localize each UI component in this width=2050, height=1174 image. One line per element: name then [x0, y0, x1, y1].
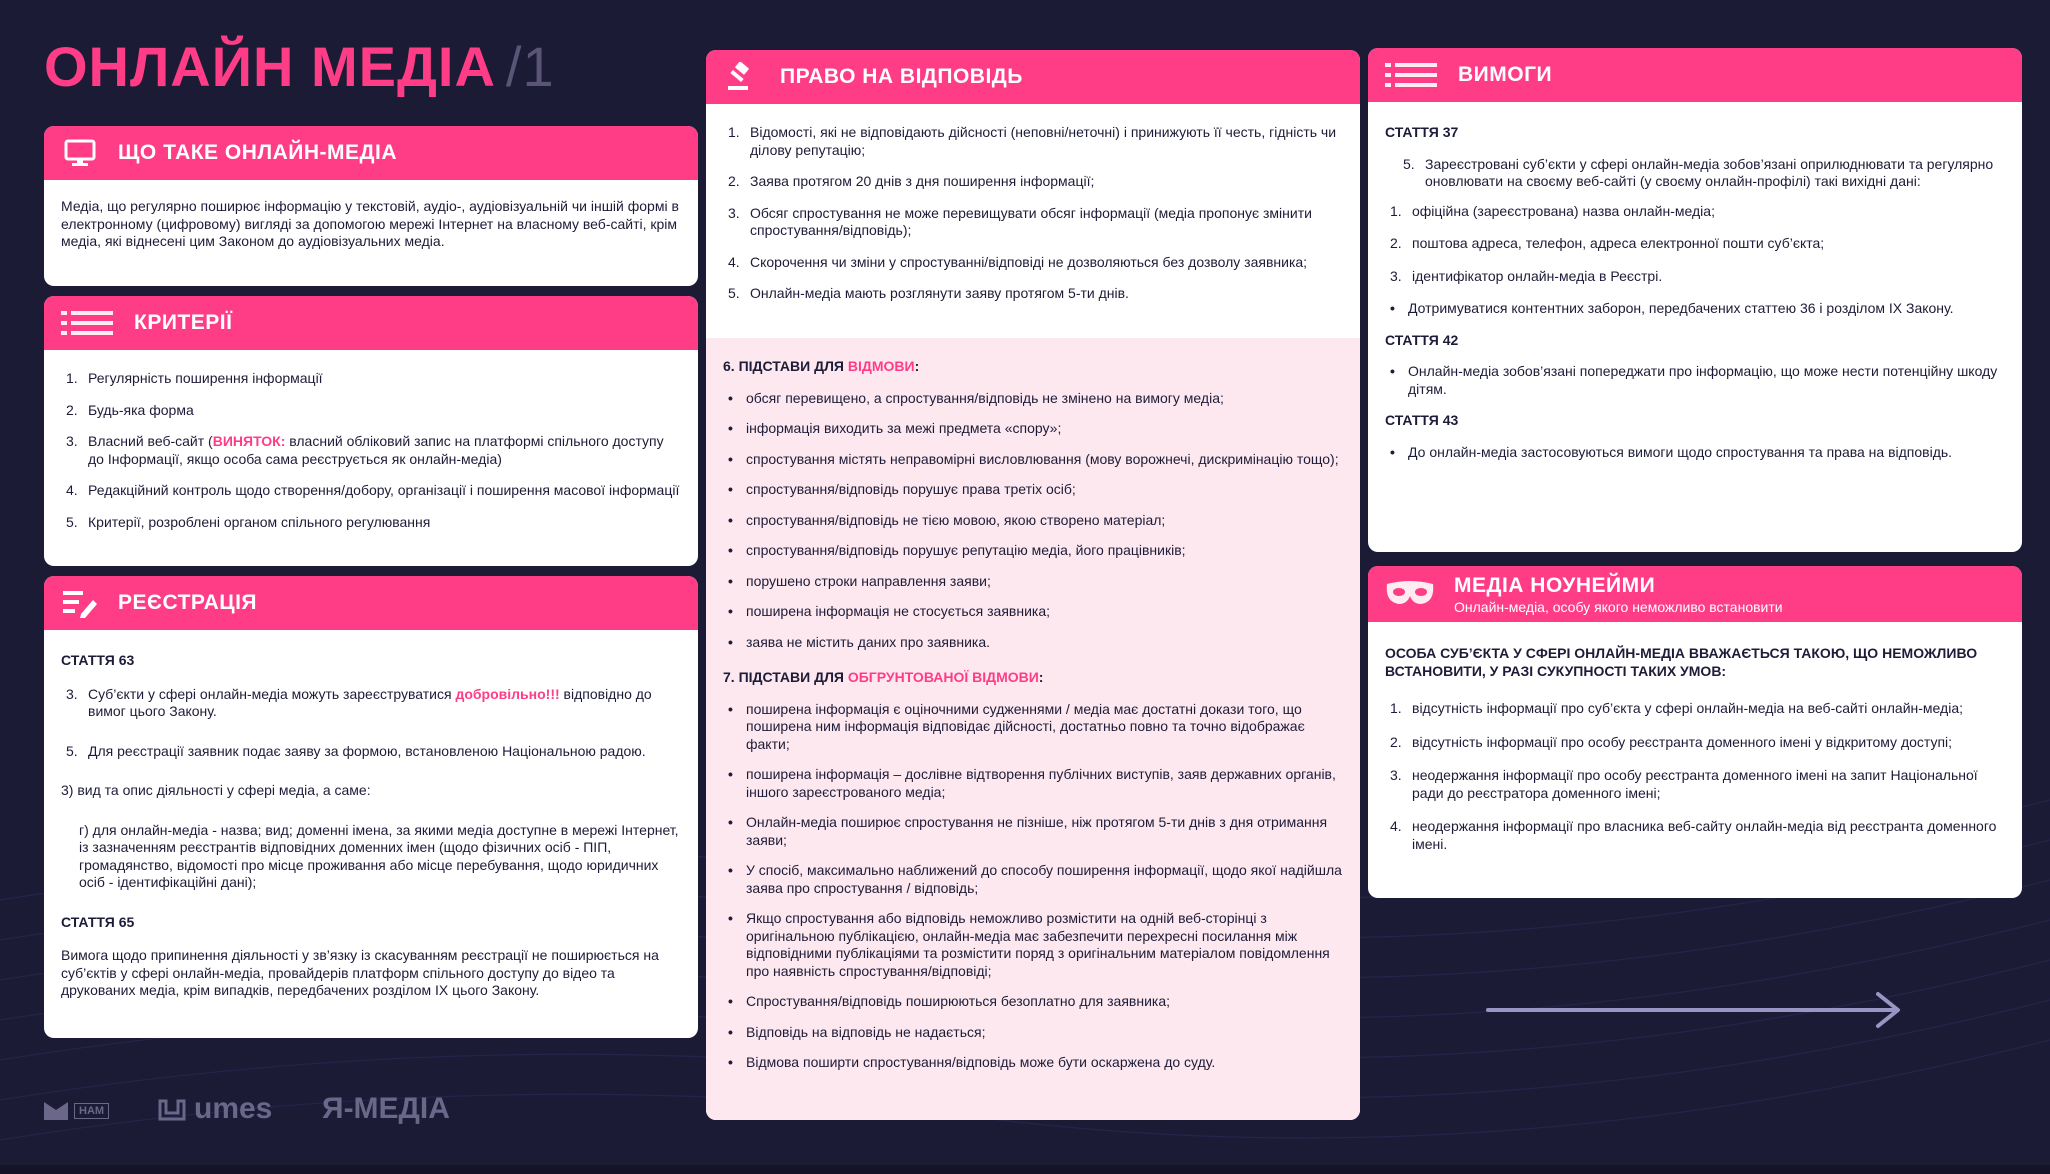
what-is-card [44, 126, 698, 286]
list-item: • Онлайн-медіа поширює спростування не пізніше, ніж протягом 5-ти днів з дня отримання заяви; [728, 814, 1328, 848]
list-icon [60, 307, 116, 339]
list-item: • Якщо спростування або відповідь неможливо розмістити на одній веб-сторінці з оригінальною публікацією, онлайн-медіа має забезпечити перехресні посилання між відповідними публікаціями та розмістити поряд з оригінальним матеріалом повідомлення про наявність спростування/відповіді; [728, 910, 1330, 979]
list-item: 3. Власний веб-сайт (ВИНЯТОК: власний обліковий запис на платформі спільного доступу до Інформації, якщо особа сама реєструється як онлайн-медіа) [66, 433, 664, 467]
list-icon [1384, 59, 1440, 91]
list-item: • спростування містять неправомірні висловлювання (мову ворожнечі, дискримінацію тощо); [728, 450, 1339, 467]
noname-list [1385, 700, 2005, 853]
registration-title: РЕЄСТРАЦІЯ [118, 591, 258, 614]
list-item: 1. офіційна (зареєстрована) назва онлайн-медіа; [1390, 202, 1715, 219]
list-item: 1. відсутність інформації про суб’єкта у сфері онлайн-медіа на веб-сайті онлайн-медіа; [1390, 700, 1963, 716]
list-item: • Дотримуватися контентних заборон, передбачених статтею 36 і розділом IX Закону. [1390, 300, 1954, 316]
requirements-header [1368, 48, 2022, 102]
list-item: 2. Заява протягом 20 днів з дня поширення інформації; [728, 173, 1095, 189]
registration-sub-g: г) для онлайн-медіа - назва; вид; доменні імена, за якими медіа доступне в мережі Інтернет, із зазначенням реєстрантів відповідних доменних імен (щодо фізичних осіб - ПІП, громадянство, відомості про місце проживання або місце перебування, щодо юридичних осіб - ідентифікаційні дані); [79, 821, 679, 890]
edit-list-icon [60, 587, 100, 619]
article-65-text: Вимога щодо припинення діяльності у зв’язку із скасуванням реєстрації не поширюється на суб’єктів у сфері онлайн-медіа, провайдерів платформ спільного доступу до відео та друкованих медіа, крім випадків, передбачених розділом IX цього Закону. [61, 947, 659, 998]
right-reply-card [706, 50, 1360, 1120]
list-item: • спростування/відповідь не тією мовою, якою створено матеріал; [728, 511, 1166, 528]
mask-icon [1384, 578, 1436, 610]
criteria-title: КРИТЕРІЇ [134, 311, 233, 334]
list-item: 2. Будь-яка форма [66, 401, 194, 418]
list-item: • заява не містить даних про заявника. [728, 633, 991, 650]
footer-logo-ya-media: Я-МЕДІА [322, 1092, 450, 1125]
registration-sub3: 3) вид та опис діяльності у сфері медіа, а саме: [61, 782, 371, 798]
list-item: 3. ідентифікатор онлайн-медіа в Реєстрі. [1390, 267, 1663, 284]
noname-card [1368, 566, 2022, 898]
article-63-heading: СТАТТЯ 63 [61, 652, 135, 668]
list-item: • спростування/відповідь порушує репутацію медіа, його працівників; [728, 542, 1186, 558]
refusal-section [706, 338, 1360, 1120]
right-reply-header [706, 50, 1360, 104]
criteria-list [61, 370, 681, 531]
noname-lead: ОСОБА СУБ’ЄКТА У СФЕРІ ОНЛАЙН-МЕДІА ВВАЖАЄТЬСЯ ТАКОЮ, ЩО НЕМОЖЛИВО ВСТАНОВИТИ, У РАЗІ СУКУПНОСТІ ТАКИХ УМОВ: [1385, 645, 1978, 679]
right-reply-list [723, 124, 1343, 303]
requirements-title: ВИМОГИ [1458, 63, 1553, 86]
justified-refusal-list [723, 701, 1343, 1072]
list-item: • До онлайн-медіа застосовуються вимоги щодо спростування та права на відповідь. [1390, 443, 1953, 460]
list-item: • поширена інформація є оціночними судженнями / медіа має достатні докази того, що поширена ним інформація відповідає дійсності, достатньо повно та точно відображає факти; [728, 700, 1305, 752]
list-item: • поширена інформація – дослівне відтворення публічних виступів, заяв державних органів, іншого зареєстрованого медіа; [728, 766, 1336, 800]
what-is-title: ЩО ТАКЕ ОНЛАЙН-МЕДІА [118, 141, 398, 164]
list-item: • спростування/відповідь порушує права третіх осіб; [728, 481, 1076, 497]
list-item: 4. Редакційний контроль щодо створення/добору, організації і поширення масової інформації [66, 482, 680, 498]
list-item: • порушено строки направлення заяви; [728, 572, 991, 589]
list-item: • Відповідь на відповідь не надається; [728, 1023, 986, 1040]
list-item: • обсяг перевищено, а спростування/відповідь не змінено на вимогу медіа; [728, 389, 1224, 406]
criteria-card [44, 296, 698, 566]
registration-header [44, 576, 698, 630]
article-43-heading: СТАТТЯ 43 [1385, 412, 1459, 428]
voluntary-highlight: добровільно!!! [455, 685, 560, 702]
list-item: • Відмова поширти спростування/відповідь може бути оскаржена до суду. [728, 1054, 1216, 1070]
article-65-heading: СТАТТЯ 65 [61, 913, 135, 930]
refusal-list [723, 390, 1343, 652]
gavel-icon [722, 61, 762, 93]
monitor-icon [60, 137, 100, 169]
noname-subtitle: Онлайн-медіа, особу якого неможливо встановити [1454, 598, 1783, 615]
article-42-bullets [1385, 363, 2005, 398]
page-title-suffix: /1 [505, 35, 555, 98]
list-item: 2. відсутність інформації про особу реєстранта доменного імені у відкритому доступі; [1390, 733, 1953, 750]
list-item: 4. Скорочення чи зміни у спростуванні/відповіді не дозволяються без дозволу заявника; [728, 253, 1308, 270]
what-is-text: Медіа, що регулярно поширює інформацію у текстовій, аудіо-, аудіовізуальній чи іншій формі в електронному (цифровому) вигляді за допомогою мережі Інтернет на власному веб-сайті, крім медіа, які віднесені цим Законом до аудіовізуальних медіа. [61, 198, 679, 249]
list-item: • Спростування/відповідь поширюються безоплатно для заявника; [728, 993, 1171, 1009]
noname-title: МЕДІА НОУНЕЙМИ [1454, 573, 1656, 597]
right-reply-title: ПРАВО НА ВІДПОВІДЬ [780, 65, 1023, 88]
list-item: 2. поштова адреса, телефон, адреса електронної пошти суб’єкта; [1390, 235, 1825, 251]
list-item: • поширена інформація не стосується заявника; [728, 603, 1050, 619]
list-item: 3. Суб’єкти у сфері онлайн-медіа можуть зареєструватися добровільно!!! відповідно до вимог цього Закону. [66, 685, 652, 719]
criteria-header [44, 296, 698, 350]
list-item: 1. Регулярність поширення інформації [66, 370, 323, 386]
justified-refusal-heading: 7. ПІДСТАВИ ДЛЯ ОБГРУНТОВАНОЇ ВІДМОВИ: [723, 669, 1044, 685]
footer-logo-umes: umes [158, 1092, 272, 1126]
list-item: 3. Обсяг спростування не може перевищувати обсяг інформації (медіа пропонує змінити спростування/відповідь); [728, 204, 1312, 238]
nam-logo-icon [44, 1100, 68, 1122]
arrow-right-icon [1486, 990, 1906, 1030]
list-item: 5. Критерії, розроблені органом спільного регулювання [66, 513, 431, 530]
article-37-list [1385, 156, 2005, 191]
refusal-heading: 6. ПІДСТАВИ ДЛЯ ВІДМОВИ: [723, 358, 920, 374]
article-37-sublist [1385, 203, 2005, 286]
list-item: 5. Онлайн-медіа мають розглянути заяву протягом 5-ти днів. [728, 285, 1129, 301]
list-item: 5. Для реєстрації заявник подає заяву за формою, встановленою Національною радою. [66, 742, 646, 759]
umes-logo-icon [158, 1097, 186, 1121]
requirements-card [1368, 48, 2022, 552]
article-37-heading: СТАТТЯ 37 [1385, 124, 1459, 140]
list-item: 5. Зареєстровані суб’єкти у сфері онлайн-медіа зобов’язані оприлюднювати та регулярно оновлювати на своєму веб-сайті (у своєму онлайн-профілі) такі вихідні дані: [1403, 155, 1994, 189]
list-item: 1. Відомості, які не відповідають дійсності (неповні/неточні) і принижують її честь, гідність чи ділову репутацію; [728, 124, 1337, 158]
list-item: 3. неодержання інформації про особу реєстранта доменного імені на запит Національної ради до реєстратора доменного імені; [1390, 767, 1978, 801]
footer-logo-nam: НАМ [44, 1100, 109, 1122]
registration-list [61, 686, 681, 761]
page-title: ОНЛАЙН МЕДІА /1 [44, 35, 555, 98]
registration-card [44, 576, 698, 1038]
list-item: 4. неодержання інформації про власника веб-сайту онлайн-медіа від реєстранта доменного імені. [1390, 818, 1997, 852]
article-43-bullets [1385, 444, 2005, 462]
list-item: • інформація виходить за межі предмета «спору»; [728, 420, 1062, 436]
what-is-header [44, 126, 698, 180]
exception-highlight: ВИНЯТОК: [212, 433, 286, 449]
article-42-heading: СТАТТЯ 42 [1385, 331, 1459, 348]
list-item: • У спосіб, максимально наближений до способу поширення інформації, щодо якої надійшла заява про спростування / відповідь; [728, 862, 1342, 896]
article-37-bullets [1385, 300, 2005, 318]
noname-header [1368, 566, 2022, 622]
list-item: • Онлайн-медіа зобов’язані попереджати про інформацію, що може нести потенційну шкоду дітям. [1390, 363, 1998, 397]
